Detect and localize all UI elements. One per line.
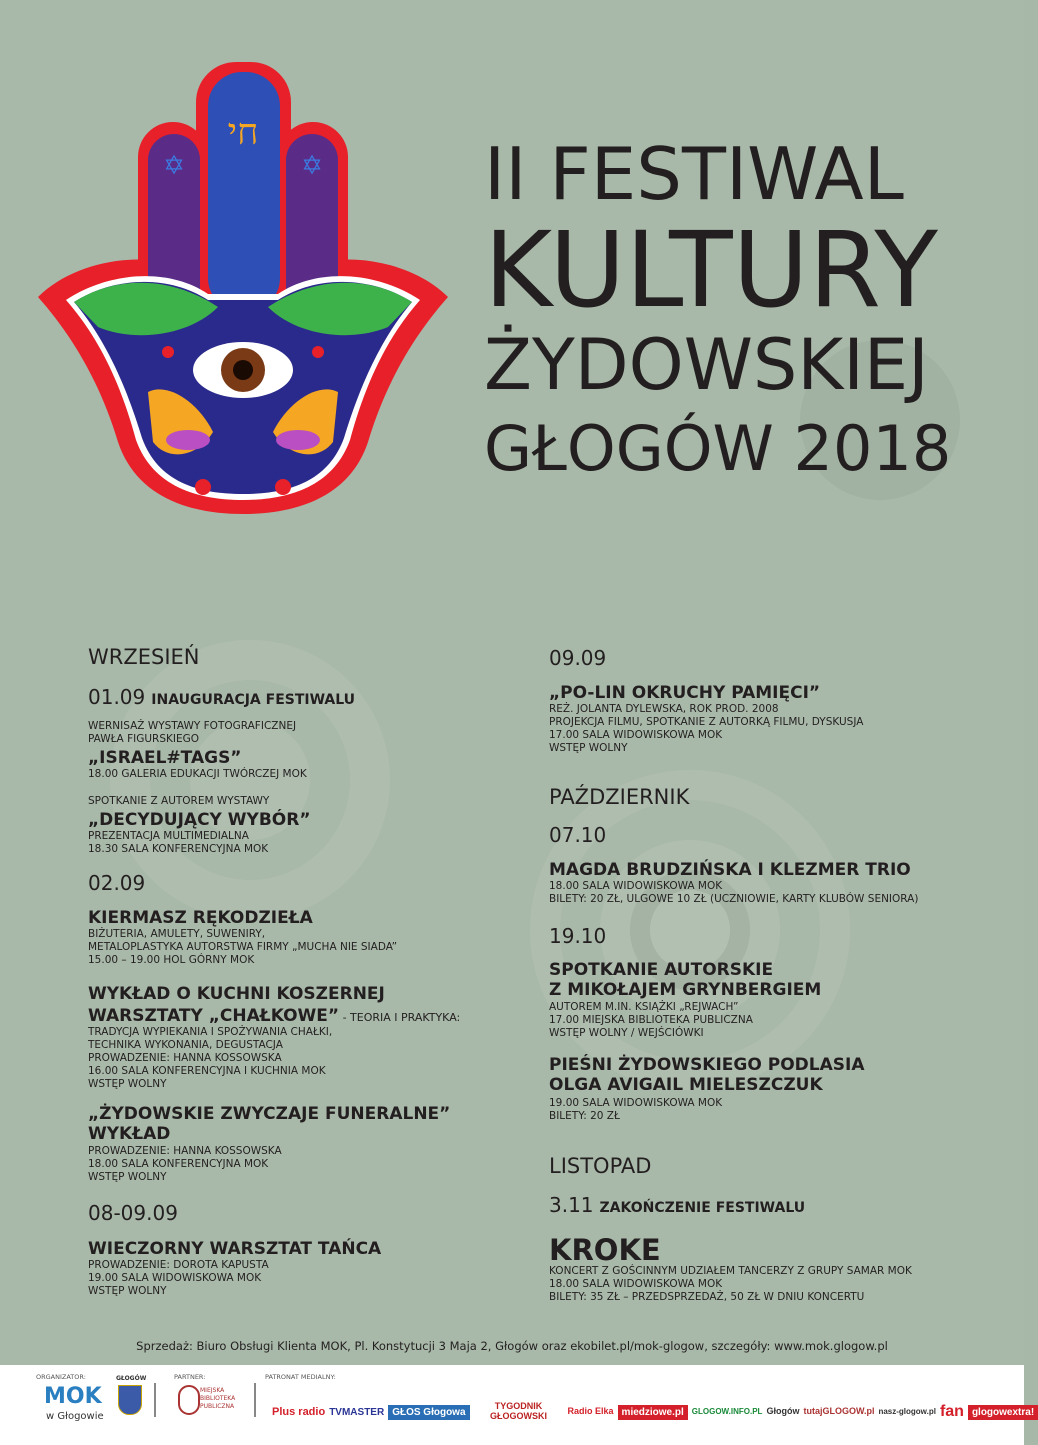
line-text: PREZENTACJA MULTIMEDIALNA	[88, 830, 249, 842]
media-patron-logos	[272, 1387, 1035, 1437]
event-detail-line	[88, 830, 268, 843]
event-label: INAUGURACJA FESTIWALU	[151, 692, 356, 708]
schedule-small-block	[549, 880, 918, 906]
line-text: 17.00 SALA WIDOWISKOWA MOK	[549, 729, 723, 741]
event-title-line	[549, 960, 821, 980]
schedule-small-block	[88, 928, 397, 967]
event-title-line	[549, 1235, 661, 1265]
line-text: SPOTKANIE AUTORSKIE	[549, 960, 774, 980]
line-text: 18.00 SALA KONFERENCYJNA MOK	[88, 1158, 269, 1170]
line-text: „DECYDUJĄCY WYBÓR”	[88, 810, 311, 830]
schedule-small-block	[88, 768, 307, 781]
event-date: 3.11	[549, 1193, 594, 1217]
event-title-line	[88, 908, 313, 928]
schedule-title-block	[88, 1006, 460, 1028]
schedule-date-block	[88, 1202, 178, 1224]
event-detail-line	[549, 716, 863, 729]
schedule-small-block	[88, 1026, 332, 1091]
divider	[254, 1383, 256, 1417]
event-title-line	[88, 1124, 450, 1144]
media-patron-logo: Głogów	[766, 1406, 800, 1417]
line-text: METALOPLASTYKA AUTORSTWA FIRMY „MUCHA NIE SIADA”	[88, 941, 398, 953]
event-date: 08-09.09	[88, 1201, 178, 1225]
line-text: BILETY: 20 ZŁ, ULGOWE 10 ZŁ (UCZNIOWIE, KARTY KLUBÓW SENIORA)	[549, 893, 919, 905]
library-logo: MIEJSKA BIBLIOTEKA PUBLICZNA	[200, 1387, 236, 1410]
line-text: BILETY: 20 ZŁ	[549, 1110, 620, 1122]
schedule-small-block	[88, 795, 269, 808]
event-detail-line	[88, 843, 268, 856]
schedule-small-block	[549, 703, 863, 755]
event-detail-line	[549, 703, 863, 716]
event-detail-line	[88, 1039, 332, 1052]
event-detail-line	[549, 1265, 912, 1278]
line-text: OLGA AVIGAIL MIELESZCZUK	[549, 1075, 823, 1095]
month-heading: PAŹDZIERNIK	[549, 785, 690, 809]
schedule-title-block	[549, 1055, 864, 1095]
schedule-title-block	[549, 860, 911, 880]
schedule-small-block	[549, 1265, 912, 1304]
schedule-month-block	[549, 785, 689, 809]
festival-title-line-1: II FESTIWAL	[484, 132, 904, 216]
schedule-date-block	[88, 872, 145, 894]
line-text: SPOTKANIE Z AUTOREM WYSTAWY	[88, 795, 270, 807]
schedule-small-block	[88, 830, 268, 856]
media-patron-logo: fan	[939, 1403, 964, 1421]
sponsor-footer	[0, 1365, 1035, 1445]
media-patron-logo: tutajGLOGOW.pl	[803, 1406, 875, 1417]
line-text: 18.30 SALA KONFERENCYJNA MOK	[88, 843, 269, 855]
festival-title-line-3: ŻYDOWSKIEJ	[484, 324, 929, 406]
schedule-month-block	[549, 1154, 651, 1178]
line-text: WSTĘP WOLNY / WEJŚCIÓWKI	[549, 1027, 704, 1039]
media-patron-logo: GŁOS Głogowa	[388, 1405, 469, 1420]
schedule-small-block	[88, 1145, 282, 1184]
event-date: 01.09	[88, 685, 146, 709]
event-label: ZAKOŃCZENIE FESTIWALU	[599, 1200, 806, 1216]
schedule-small-block	[88, 720, 296, 746]
line-text: KROKE	[549, 1233, 661, 1267]
event-detail-line	[88, 928, 397, 941]
line-text: PAWŁA FIGURSKIEGO	[88, 733, 200, 745]
line-text: 17.00 MIEJSKA BIBLIOTEKA PUBLICZNA	[549, 1014, 753, 1026]
mok-logo-sub: w Głogowie	[46, 1411, 104, 1422]
event-detail-line	[88, 795, 269, 808]
line-text: REŻ. JOLANTA DYLEWSKA, ROK PROD. 2008	[549, 703, 779, 715]
line-text: WERNISAŻ WYSTAWY FOTOGRAFICZNEJ	[88, 720, 297, 732]
event-date: 09.09	[549, 646, 607, 670]
event-detail-line	[88, 1285, 269, 1298]
festival-title-line-2: KULTURY	[484, 209, 938, 331]
event-detail-line	[88, 941, 397, 954]
schedule-title-block	[88, 1239, 381, 1259]
line-text: WSTĘP WOLNY	[88, 1285, 167, 1297]
partner-label: PARTNER:	[174, 1373, 206, 1381]
schedule-date-block	[88, 686, 355, 711]
media-patron-logo: TYGODNIK GŁOGOWSKI	[490, 1401, 548, 1421]
media-patron-label: PATRONAT MEDIALNY:	[265, 1373, 336, 1381]
month-heading: LISTOPAD	[549, 1154, 652, 1178]
event-detail-line	[88, 1065, 332, 1078]
schedule-title-block	[88, 908, 313, 928]
schedule-month-block	[88, 645, 200, 669]
event-title-line	[88, 1239, 381, 1259]
star-of-david-icon: ✡	[163, 151, 185, 181]
media-patron-logo: Radio Elka	[567, 1406, 614, 1417]
event-date: 07.10	[549, 823, 607, 847]
event-title-line	[549, 980, 821, 1000]
schedule-date-block	[549, 1194, 805, 1219]
schedule-title-block	[88, 1104, 450, 1144]
line-text: WARSZTATY „CHAŁKOWE”	[88, 1006, 340, 1026]
event-detail-line	[549, 880, 918, 893]
event-detail-line	[549, 742, 863, 755]
line-text: „ŻYDOWSKIE ZWYCZAJE FUNERALNE”	[88, 1104, 451, 1124]
event-detail-line	[88, 768, 307, 781]
line-text: 19.00 SALA WIDOWISKOWA MOK	[88, 1272, 262, 1284]
line-text: WYKŁAD O KUCHNI KOSZERNEJ	[88, 984, 385, 1004]
glogow-coat-of-arms	[118, 1385, 142, 1415]
event-title-line	[549, 1075, 864, 1095]
line-text: TRADYCJA WYPIEKANIA I SPOŻYWANIA CHAŁKI,	[88, 1026, 333, 1038]
event-detail-line	[88, 1259, 269, 1272]
event-detail-line	[88, 720, 296, 733]
event-detail-line	[549, 1278, 912, 1291]
library-logo-mark	[178, 1385, 200, 1415]
mok-logo: MOK	[44, 1384, 102, 1409]
event-detail-line	[88, 1158, 282, 1171]
event-title-line	[549, 683, 820, 703]
line-text: PROJEKCJA FILMU, SPOTKANIE Z AUTORKĄ FILMU, DYSKUSJA	[549, 716, 864, 728]
event-title-line	[88, 1104, 450, 1124]
event-detail-line	[88, 954, 397, 967]
event-title-line	[88, 1006, 460, 1028]
event-detail-line	[549, 1110, 722, 1123]
schedule-title-block	[549, 683, 820, 703]
schedule-title-block	[88, 748, 241, 768]
event-title-line	[88, 748, 241, 768]
event-title-line	[88, 984, 385, 1004]
event-detail-line	[88, 1078, 332, 1091]
line-text: Z MIKOŁAJEM GRYNBERGIEM	[549, 980, 822, 1000]
event-detail-line	[549, 893, 918, 906]
media-patron-logo: Plus radio	[272, 1405, 326, 1418]
line-text: KONCERT Z GOŚCINNYM UDZIAŁEM TANCERZY Z GRUPY SAMAR MOK	[549, 1265, 912, 1277]
line-text: „ISRAEL#TAGS”	[88, 748, 242, 768]
line-text: PROWADZENIE: HANNA KOSSOWSKA	[88, 1052, 282, 1064]
star-of-david-icon: ✡	[301, 151, 323, 181]
line-text: PROWADZENIE: DOROTA KAPUSTA	[88, 1259, 269, 1271]
line-text: WSTĘP WOLNY	[88, 1078, 167, 1090]
line-text: AUTOREM M.IN. KSIĄŻKI „REJWACH”	[549, 1001, 739, 1013]
media-patron-logo: TVMASTER	[329, 1406, 385, 1418]
event-detail-line	[88, 733, 296, 746]
line-text: WSTĘP WOLNY	[549, 742, 628, 754]
line-text: WSTĘP WOLNY	[88, 1171, 167, 1183]
schedule-small-block	[88, 1259, 269, 1298]
line-text: KIERMASZ RĘKODZIEŁA	[88, 908, 313, 928]
event-detail-line	[88, 1272, 269, 1285]
event-detail-line	[549, 1001, 753, 1014]
schedule-date-block	[549, 824, 606, 846]
line-text: 15.00 – 19.00 HOL GÓRNY MOK	[88, 954, 255, 966]
line-text: PROWADZENIE: HANNA KOSSOWSKA	[88, 1145, 282, 1157]
event-detail-line	[88, 1145, 282, 1158]
event-title-line	[549, 860, 911, 880]
schedule-date-block	[549, 925, 606, 947]
event-title-line	[88, 810, 311, 830]
schedule-small-block	[549, 1097, 722, 1123]
line-text: MAGDA BRUDZIŃSKA I KLEZMER TRIO	[549, 860, 911, 880]
chai-symbol: חי	[227, 112, 259, 153]
line-text: WIECZORNY WARSZTAT TAŃCA	[88, 1239, 382, 1259]
event-detail-line	[549, 729, 863, 742]
media-patron-logo: miedziowe.pl	[618, 1405, 688, 1420]
line-text: 18.00 SALA WIDOWISKOWA MOK	[549, 880, 723, 892]
event-subtitle: - TEORIA I PRAKTYKA:	[339, 1011, 461, 1024]
schedule-date-block	[549, 647, 606, 669]
line-text: WYKŁAD	[88, 1124, 171, 1144]
event-date: 19.10	[549, 924, 607, 948]
schedule-title-block	[88, 984, 385, 1004]
media-patron-logo: glogowextra!	[968, 1405, 1038, 1420]
line-text: TECHNIKA WYKONANIA, DEGUSTACJA	[88, 1039, 283, 1051]
organizer-label: ORGANIZATOR:	[36, 1373, 86, 1381]
line-text: PIEŚNI ŻYDOWSKIEGO PODLASIA	[549, 1055, 865, 1075]
schedule-title-block	[549, 960, 821, 1000]
event-date: 02.09	[88, 871, 146, 895]
schedule-small-block	[549, 1001, 753, 1040]
event-detail-line	[88, 1026, 332, 1039]
line-text: „PO-LIN OKRUCHY PAMIĘCI”	[549, 683, 821, 703]
line-text: 18.00 GALERIA EDUKACJI TWÓRCZEJ MOK	[88, 768, 307, 780]
ticket-sales-info: Sprzedaż: Biuro Obsługi Klienta MOK, Pl. Konstytucji 3 Maja 2, Głogów oraz ekobilet.pl/mok-glogow, szczegóły: www.mok.glogow.pl	[136, 1339, 888, 1353]
schedule-big-block	[549, 1235, 661, 1265]
month-heading: WRZESIEŃ	[88, 645, 200, 669]
event-detail-line	[549, 1027, 753, 1040]
media-patron-logo: nasz-glogow.pl	[878, 1406, 936, 1416]
line-text: BILETY: 35 ZŁ – PRZEDSPRZEDAŻ, 50 ZŁ W DNIU KONCERTU	[549, 1291, 865, 1303]
line-text: BIŻUTERIA, AMULETY, SUWENIRY,	[88, 928, 266, 940]
event-detail-line	[549, 1014, 753, 1027]
festival-title-line-4: GŁOGÓW 2018	[484, 412, 952, 485]
city-logo-label: GŁOGÓW	[116, 1375, 147, 1382]
event-detail-line	[88, 1171, 282, 1184]
event-detail-line	[88, 1052, 332, 1065]
line-text: 16.00 SALA KONFERENCYJNA I KUCHNIA MOK	[88, 1065, 326, 1077]
media-patron-logo: GLOGOW.INFO.PL	[691, 1406, 763, 1416]
line-text: 19.00 SALA WIDOWISKOWA MOK	[549, 1097, 723, 1109]
line-text: 18.00 SALA WIDOWISKOWA MOK	[549, 1278, 723, 1290]
schedule-title-block	[88, 810, 311, 830]
event-detail-line	[549, 1097, 722, 1110]
event-title-line	[549, 1055, 864, 1075]
event-detail-line	[549, 1291, 912, 1304]
hamsa-emblem	[38, 62, 448, 514]
divider	[154, 1383, 156, 1417]
